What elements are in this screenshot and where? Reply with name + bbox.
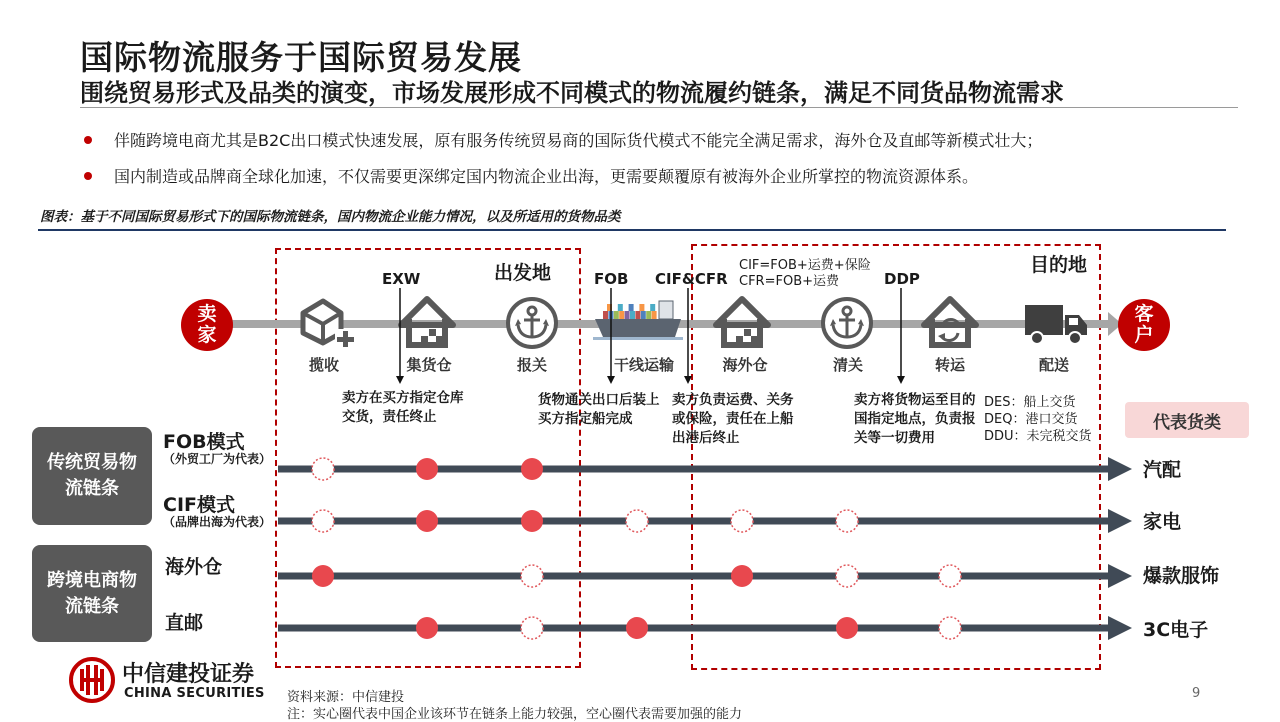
transfer-house-icon — [924, 299, 976, 345]
strong-capability-marker — [836, 617, 858, 639]
strong-capability-marker — [312, 565, 334, 587]
strong-capability-marker — [521, 510, 543, 532]
chain-line — [278, 457, 1132, 481]
step-label-transfer: 转运 — [934, 356, 965, 374]
strong-capability-marker — [416, 617, 438, 639]
category-traditional-label: 传统贸易物流链条 — [47, 452, 137, 499]
warehouse-icon — [401, 299, 453, 345]
chain-name-direct-mail: 直邮 — [165, 612, 204, 634]
note-ddp: 卖方将货物运至目的国指定地点，负责报关等一切费用 — [854, 392, 976, 446]
weak-capability-marker — [836, 510, 858, 532]
term-ddp: DDP — [884, 270, 920, 288]
seller-label: 卖家 — [197, 303, 217, 346]
page-subtitle: 围绕贸易形式及品类的演变，市场发展形成不同模式的物流履约链条，满足不同货品物流需求 — [80, 79, 1064, 107]
note-exw: 卖方在买方指定仓库交货，责任终止 — [342, 390, 464, 425]
term-exw: EXW — [382, 270, 421, 288]
step-label-pickup: 揽收 — [308, 356, 339, 374]
note-fob: 货物通关出口后装上买方指定船完成 — [538, 392, 660, 427]
chain-line — [278, 564, 1132, 588]
step-label-export-customs: 报关 — [516, 356, 547, 374]
weak-capability-marker — [836, 565, 858, 587]
strong-capability-marker — [416, 458, 438, 480]
destination-region-title: 目的地 — [1030, 254, 1088, 276]
step-label-delivery: 配送 — [1038, 356, 1069, 374]
step-label-line-haul: 干线运输 — [613, 356, 674, 374]
term-fob: FOB — [594, 270, 629, 288]
logo-text-en: CHINA SECURITIES — [124, 686, 265, 701]
warehouse-icon — [716, 299, 768, 345]
cfr-formula: CFR=FOB+运费 — [739, 274, 840, 289]
strong-capability-marker — [521, 458, 543, 480]
step-label-consolidation: 集货仓 — [406, 356, 452, 374]
truck-icon — [1025, 305, 1087, 344]
chain-sub-fob: （外贸工厂为代表） — [163, 452, 272, 466]
step-label-import-clearance: 清关 — [832, 356, 863, 374]
page-number: 9 — [1192, 686, 1201, 701]
source-note: 资料来源：中信建投 — [287, 690, 405, 705]
incoterm-deq: DEQ：港口交货 — [984, 412, 1078, 427]
company-logo-icon — [68, 656, 116, 704]
customer-node — [1118, 299, 1170, 351]
category-cross-border-label: 跨境电商物流链条 — [47, 569, 137, 617]
strong-capability-marker — [416, 510, 438, 532]
origin-region-title: 出发地 — [494, 262, 552, 284]
incoterm-des: DES：船上交货 — [984, 395, 1076, 410]
customer-label: 客户 — [1134, 303, 1154, 346]
cif-formula: CIF=FOB+运费+保险 — [739, 258, 871, 273]
bullet-text: 伴随跨境电商尤其是B2C出口模式快速发展，原有服务传统贸易商的国际货代模式不能完全满足需求，海外仓及直邮等新模式壮大； — [114, 131, 1043, 150]
incoterm-ddu: DDU：未完税交货 — [984, 429, 1092, 444]
chain-sub-cif: （品牌出海为代表） — [163, 515, 272, 529]
goods-auto-parts: 汽配 — [1143, 459, 1182, 481]
strong-capability-marker — [731, 565, 753, 587]
strong-capability-marker — [626, 617, 648, 639]
goods-home-appliances: 家电 — [1143, 511, 1182, 533]
representative-goods-header: 代表货类 — [1125, 402, 1249, 438]
weak-capability-marker — [626, 510, 648, 532]
legend-note: 注：实心圈代表中国企业该环节在链条上能力较强，空心圈代表需要加强的能力 — [287, 707, 743, 722]
anchor-icon — [508, 299, 556, 347]
pointer-cif — [684, 288, 692, 384]
step-label-overseas-warehouse: 海外仓 — [722, 356, 768, 374]
cargo-ship-icon — [593, 301, 683, 340]
chain-line — [278, 616, 1132, 640]
note-cif: 卖方负责运费、关务或保险，责任在上船出港后终止 — [672, 392, 794, 446]
category-traditional-trade — [32, 427, 152, 525]
seller-node — [181, 299, 233, 351]
term-cif-cfr: CIF&CFR — [655, 270, 728, 288]
weak-capability-marker — [939, 565, 961, 587]
figure-title: 图表：基于不同国际贸易形式下的国际物流链条，国内物流企业能力情况，以及所适用的货物品类 — [40, 209, 621, 225]
weak-capability-marker — [521, 617, 543, 639]
chain-name-cif: CIF模式 — [163, 494, 235, 516]
bullet-text: 国内制造或品牌商全球化加速，不仅需要更深绑定国内物流企业出海，更需要颠覆原有被海外企业所掌控的物流资源体系。 — [114, 167, 979, 186]
chain-name-overseas-warehouse: 海外仓 — [165, 556, 223, 578]
anchor-icon — [823, 299, 871, 347]
weak-capability-marker — [312, 510, 334, 532]
weak-capability-marker — [521, 565, 543, 587]
goods-3c-electronics: 3C电子 — [1143, 619, 1209, 641]
category-cross-border — [32, 545, 152, 642]
logo-text-cn: 中信建投证券 — [122, 662, 255, 687]
goods-apparel: 爆款服饰 — [1143, 565, 1220, 587]
chain-name-fob: FOB模式 — [163, 431, 245, 453]
pointer-ddp — [897, 288, 905, 384]
weak-capability-marker — [731, 510, 753, 532]
page-title: 国际物流服务于国际贸易发展 — [80, 38, 522, 77]
weak-capability-marker — [312, 458, 334, 480]
chain-line — [278, 509, 1132, 533]
weak-capability-marker — [939, 617, 961, 639]
